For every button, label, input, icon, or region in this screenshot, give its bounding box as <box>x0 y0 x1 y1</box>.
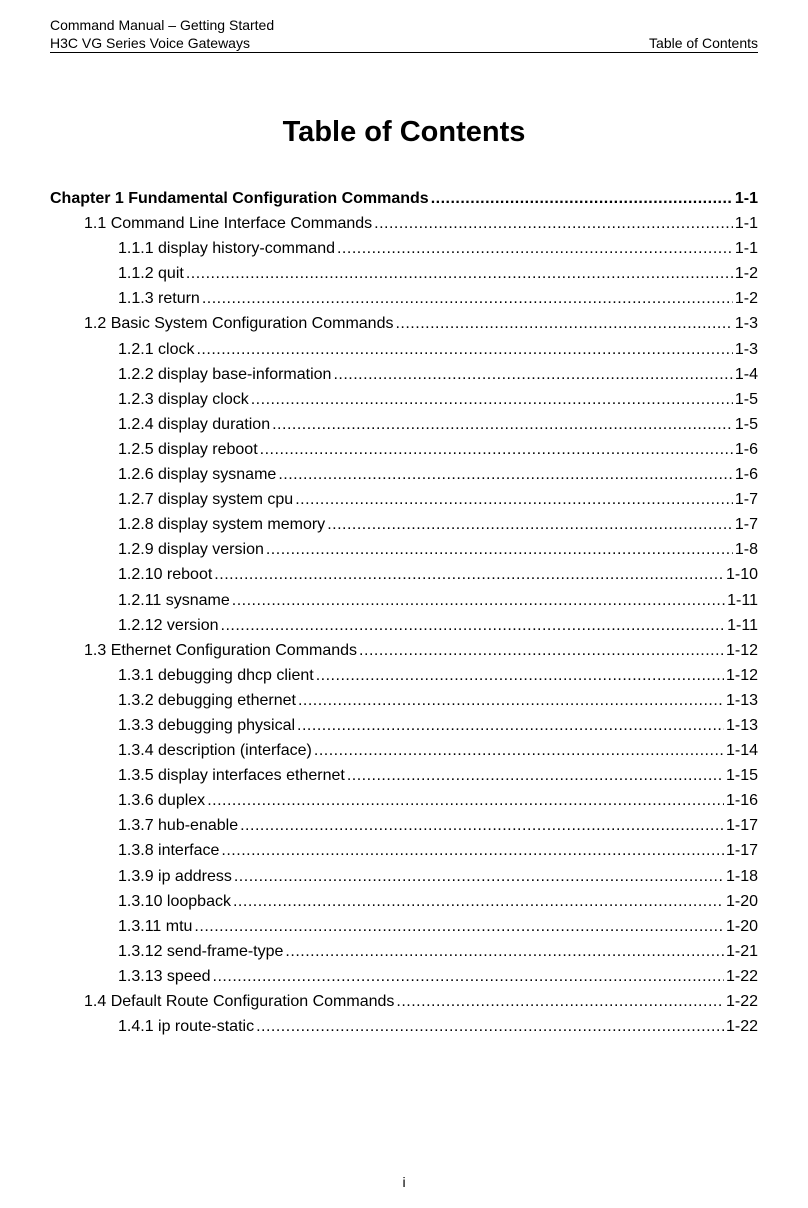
toc-subsection-entry[interactable] <box>50 715 758 740</box>
toc-entry-title: 1.4 Default Route Configuration Commands <box>84 993 395 1010</box>
toc-dot-leader <box>347 765 724 787</box>
toc-entry-title: 1.3.3 debugging physical <box>118 716 296 734</box>
toc-entry-title: 1.3.9 ip address <box>118 867 232 885</box>
page-number: i <box>402 1174 406 1190</box>
toc-dot-leader <box>233 891 724 913</box>
toc-dot-leader <box>221 615 726 637</box>
toc-entry-title: 1.1.3 return <box>118 290 200 308</box>
toc-dot-leader <box>272 414 733 436</box>
toc-entry-page: 1-3 <box>734 340 758 358</box>
toc-entry-page: 1-6 <box>734 466 758 484</box>
toc-entry-page: 1-20 <box>725 892 758 910</box>
toc-dot-leader <box>327 514 733 536</box>
toc-entry-page: 1-18 <box>725 867 758 885</box>
toc-subsection-entry[interactable] <box>50 665 758 690</box>
toc-entry-page: 1-16 <box>725 792 758 810</box>
toc-dot-leader <box>396 991 724 1013</box>
toc-entry-page: 1-15 <box>725 767 758 785</box>
toc-entry-title: 1.2.9 display version <box>118 541 264 559</box>
toc-entry-title: 1.3.6 duplex <box>118 792 206 810</box>
toc-entry-page: 1-3 <box>734 315 758 333</box>
toc-subsection-entry[interactable] <box>50 840 758 865</box>
toc-dot-leader <box>202 288 733 310</box>
toc-subsection-entry[interactable] <box>50 288 758 313</box>
page-footer <box>0 1173 808 1191</box>
page-title: Table of Contents <box>282 116 526 148</box>
toc-subsection-entry[interactable] <box>50 916 758 941</box>
toc-chapter-entry[interactable] <box>50 188 758 213</box>
toc-subsection-entry[interactable] <box>50 539 758 564</box>
toc-subsection-entry[interactable] <box>50 966 758 991</box>
toc-entry-page: 1-11 <box>727 616 758 634</box>
toc-entry-title: 1.3.8 interface <box>118 842 220 860</box>
toc-entry-page: 1-4 <box>734 365 758 383</box>
toc-entry-title: 1.2.3 display clock <box>118 390 249 408</box>
toc-dot-leader <box>316 665 724 687</box>
toc-dot-leader <box>256 1016 724 1038</box>
toc-dot-leader <box>314 740 724 762</box>
toc-entry-page: 1-5 <box>734 390 758 408</box>
toc-entry-page: 1-1 <box>734 215 758 233</box>
toc-subsection-entry[interactable] <box>50 590 758 615</box>
toc-entry-page: 1-12 <box>725 666 758 684</box>
toc-dot-leader <box>395 313 732 335</box>
toc-subsection-entry[interactable] <box>50 765 758 790</box>
toc-dot-leader <box>214 564 724 586</box>
toc-subsection-entry[interactable] <box>50 464 758 489</box>
toc-entry-page: 1-20 <box>725 917 758 935</box>
toc-dot-leader <box>260 439 733 461</box>
toc-entry-page: 1-5 <box>734 415 758 433</box>
toc-entry-title: 1.3.11 mtu <box>118 917 193 935</box>
toc-entry-title: 1.2 Basic System Configuration Commands <box>84 315 394 333</box>
toc-subsection-entry[interactable] <box>50 414 758 439</box>
toc-dot-leader <box>207 790 724 812</box>
toc-subsection-entry[interactable] <box>50 740 758 765</box>
toc-entry-page: 1-17 <box>725 842 758 860</box>
toc-entry-title: 1.4.1 ip route-static <box>118 1018 255 1036</box>
toc-subsection-entry[interactable] <box>50 238 758 263</box>
toc-entry-page: 1-1 <box>734 190 758 207</box>
toc-entry-title: 1.2.10 reboot <box>118 566 213 584</box>
toc-dot-leader <box>374 213 733 235</box>
toc-entry-page: 1-11 <box>727 591 758 609</box>
toc-subsection-entry[interactable] <box>50 339 758 364</box>
toc-dot-leader <box>278 464 733 486</box>
toc-entry-title: 1.3.1 debugging dhcp client <box>118 666 314 684</box>
header-section-name: Table of Contents <box>649 35 758 51</box>
toc-entry-title: 1.1 Command Line Interface Commands <box>84 215 373 233</box>
toc-subsection-entry[interactable] <box>50 615 758 640</box>
toc-entry-title: 1.2.6 display sysname <box>118 466 277 484</box>
toc-entry-page: 1-14 <box>725 742 758 760</box>
toc-entry-title: 1.2.12 version <box>118 616 219 634</box>
toc-subsection-entry[interactable] <box>50 514 758 539</box>
toc-subsection-entry[interactable] <box>50 439 758 464</box>
toc-entry-title: 1.2.2 display base-information <box>118 365 332 383</box>
toc-subsection-entry[interactable] <box>50 790 758 815</box>
toc-dot-leader <box>333 364 732 386</box>
toc-entry-title: 1.2.1 clock <box>118 340 195 358</box>
toc-entry-page: 1-1 <box>734 240 758 258</box>
toc-dot-leader <box>186 263 733 285</box>
header-product-name: H3C VG Series Voice Gateways <box>50 35 250 51</box>
toc-entry-title: 1.3.2 debugging ethernet <box>118 691 296 709</box>
toc-subsection-entry[interactable] <box>50 815 758 840</box>
toc-dot-leader <box>431 188 733 210</box>
toc-dot-leader <box>251 389 733 411</box>
toc-entry-page: 1-10 <box>725 566 758 584</box>
toc-subsection-entry[interactable] <box>50 690 758 715</box>
toc-dot-leader <box>240 815 724 837</box>
toc-entry-title: 1.1.2 quit <box>118 265 184 283</box>
toc-subsection-entry[interactable] <box>50 263 758 288</box>
toc-dot-leader <box>337 238 733 260</box>
toc-dot-leader <box>297 715 724 737</box>
toc-subsection-entry[interactable] <box>50 1016 758 1041</box>
toc-entry-title: 1.3.12 send-frame-type <box>118 942 284 960</box>
toc-entry-page: 1-8 <box>734 541 758 559</box>
toc-entry-title: 1.3 Ethernet Configuration Commands <box>84 641 358 659</box>
toc-section-entry[interactable] <box>50 313 758 338</box>
toc-entry-page: 1-17 <box>725 817 758 835</box>
toc-subsection-entry[interactable] <box>50 564 758 589</box>
table-of-contents <box>50 188 758 1041</box>
toc-entry-title: 1.2.8 display system memory <box>118 516 326 534</box>
toc-dot-leader <box>234 866 724 888</box>
toc-section-entry[interactable] <box>50 640 758 665</box>
toc-entry-page: 1-12 <box>725 641 758 659</box>
toc-subsection-entry[interactable] <box>50 866 758 891</box>
toc-entry-page: 1-22 <box>725 967 758 985</box>
toc-dot-leader <box>213 966 724 988</box>
toc-dot-leader <box>285 941 724 963</box>
toc-subsection-entry[interactable] <box>50 489 758 514</box>
toc-entry-title: 1.2.11 sysname <box>118 591 230 609</box>
toc-dot-leader <box>295 489 733 511</box>
toc-entry-title: 1.2.4 display duration <box>118 415 271 433</box>
toc-entry-title: 1.3.5 display interfaces ethernet <box>118 767 345 785</box>
toc-dot-leader <box>359 640 724 662</box>
toc-dot-leader <box>196 339 732 361</box>
toc-entry-page: 1-21 <box>725 942 758 960</box>
toc-entry-title: Chapter 1 Fundamental Configuration Commands <box>50 190 429 207</box>
toc-entry-page: 1-7 <box>734 516 758 534</box>
toc-subsection-entry[interactable] <box>50 389 758 414</box>
toc-dot-leader <box>298 690 724 712</box>
toc-subsection-entry[interactable] <box>50 891 758 916</box>
toc-entry-title: 1.3.7 hub-enable <box>118 817 239 835</box>
toc-section-entry[interactable] <box>50 213 758 238</box>
toc-section-entry[interactable] <box>50 991 758 1016</box>
toc-entry-title: 1.3.10 loopback <box>118 892 231 910</box>
toc-entry-page: 1-22 <box>725 993 758 1010</box>
toc-dot-leader <box>266 539 733 561</box>
toc-entry-page: 1-2 <box>734 290 758 308</box>
toc-entry-page: 1-6 <box>734 440 758 458</box>
toc-entry-title: 1.3.4 description (interface) <box>118 742 312 760</box>
header-manual-title: Command Manual – Getting Started <box>50 17 275 33</box>
toc-entry-title: 1.3.13 speed <box>118 967 211 985</box>
toc-subsection-entry[interactable] <box>50 941 758 966</box>
toc-entry-page: 1-7 <box>734 491 758 509</box>
toc-dot-leader <box>194 916 724 938</box>
toc-subsection-entry[interactable] <box>50 364 758 389</box>
toc-entry-page: 1-2 <box>734 265 758 283</box>
toc-dot-leader <box>221 840 724 862</box>
page-header <box>50 14 758 53</box>
toc-entry-title: 1.2.5 display reboot <box>118 440 258 458</box>
toc-entry-page: 1-22 <box>725 1018 758 1036</box>
toc-entry-page: 1-13 <box>725 691 758 709</box>
toc-entry-title: 1.2.7 display system cpu <box>118 491 294 509</box>
toc-entry-title: 1.1.1 display history-command <box>118 240 335 258</box>
toc-entry-page: 1-13 <box>725 716 758 734</box>
toc-dot-leader <box>232 590 725 612</box>
